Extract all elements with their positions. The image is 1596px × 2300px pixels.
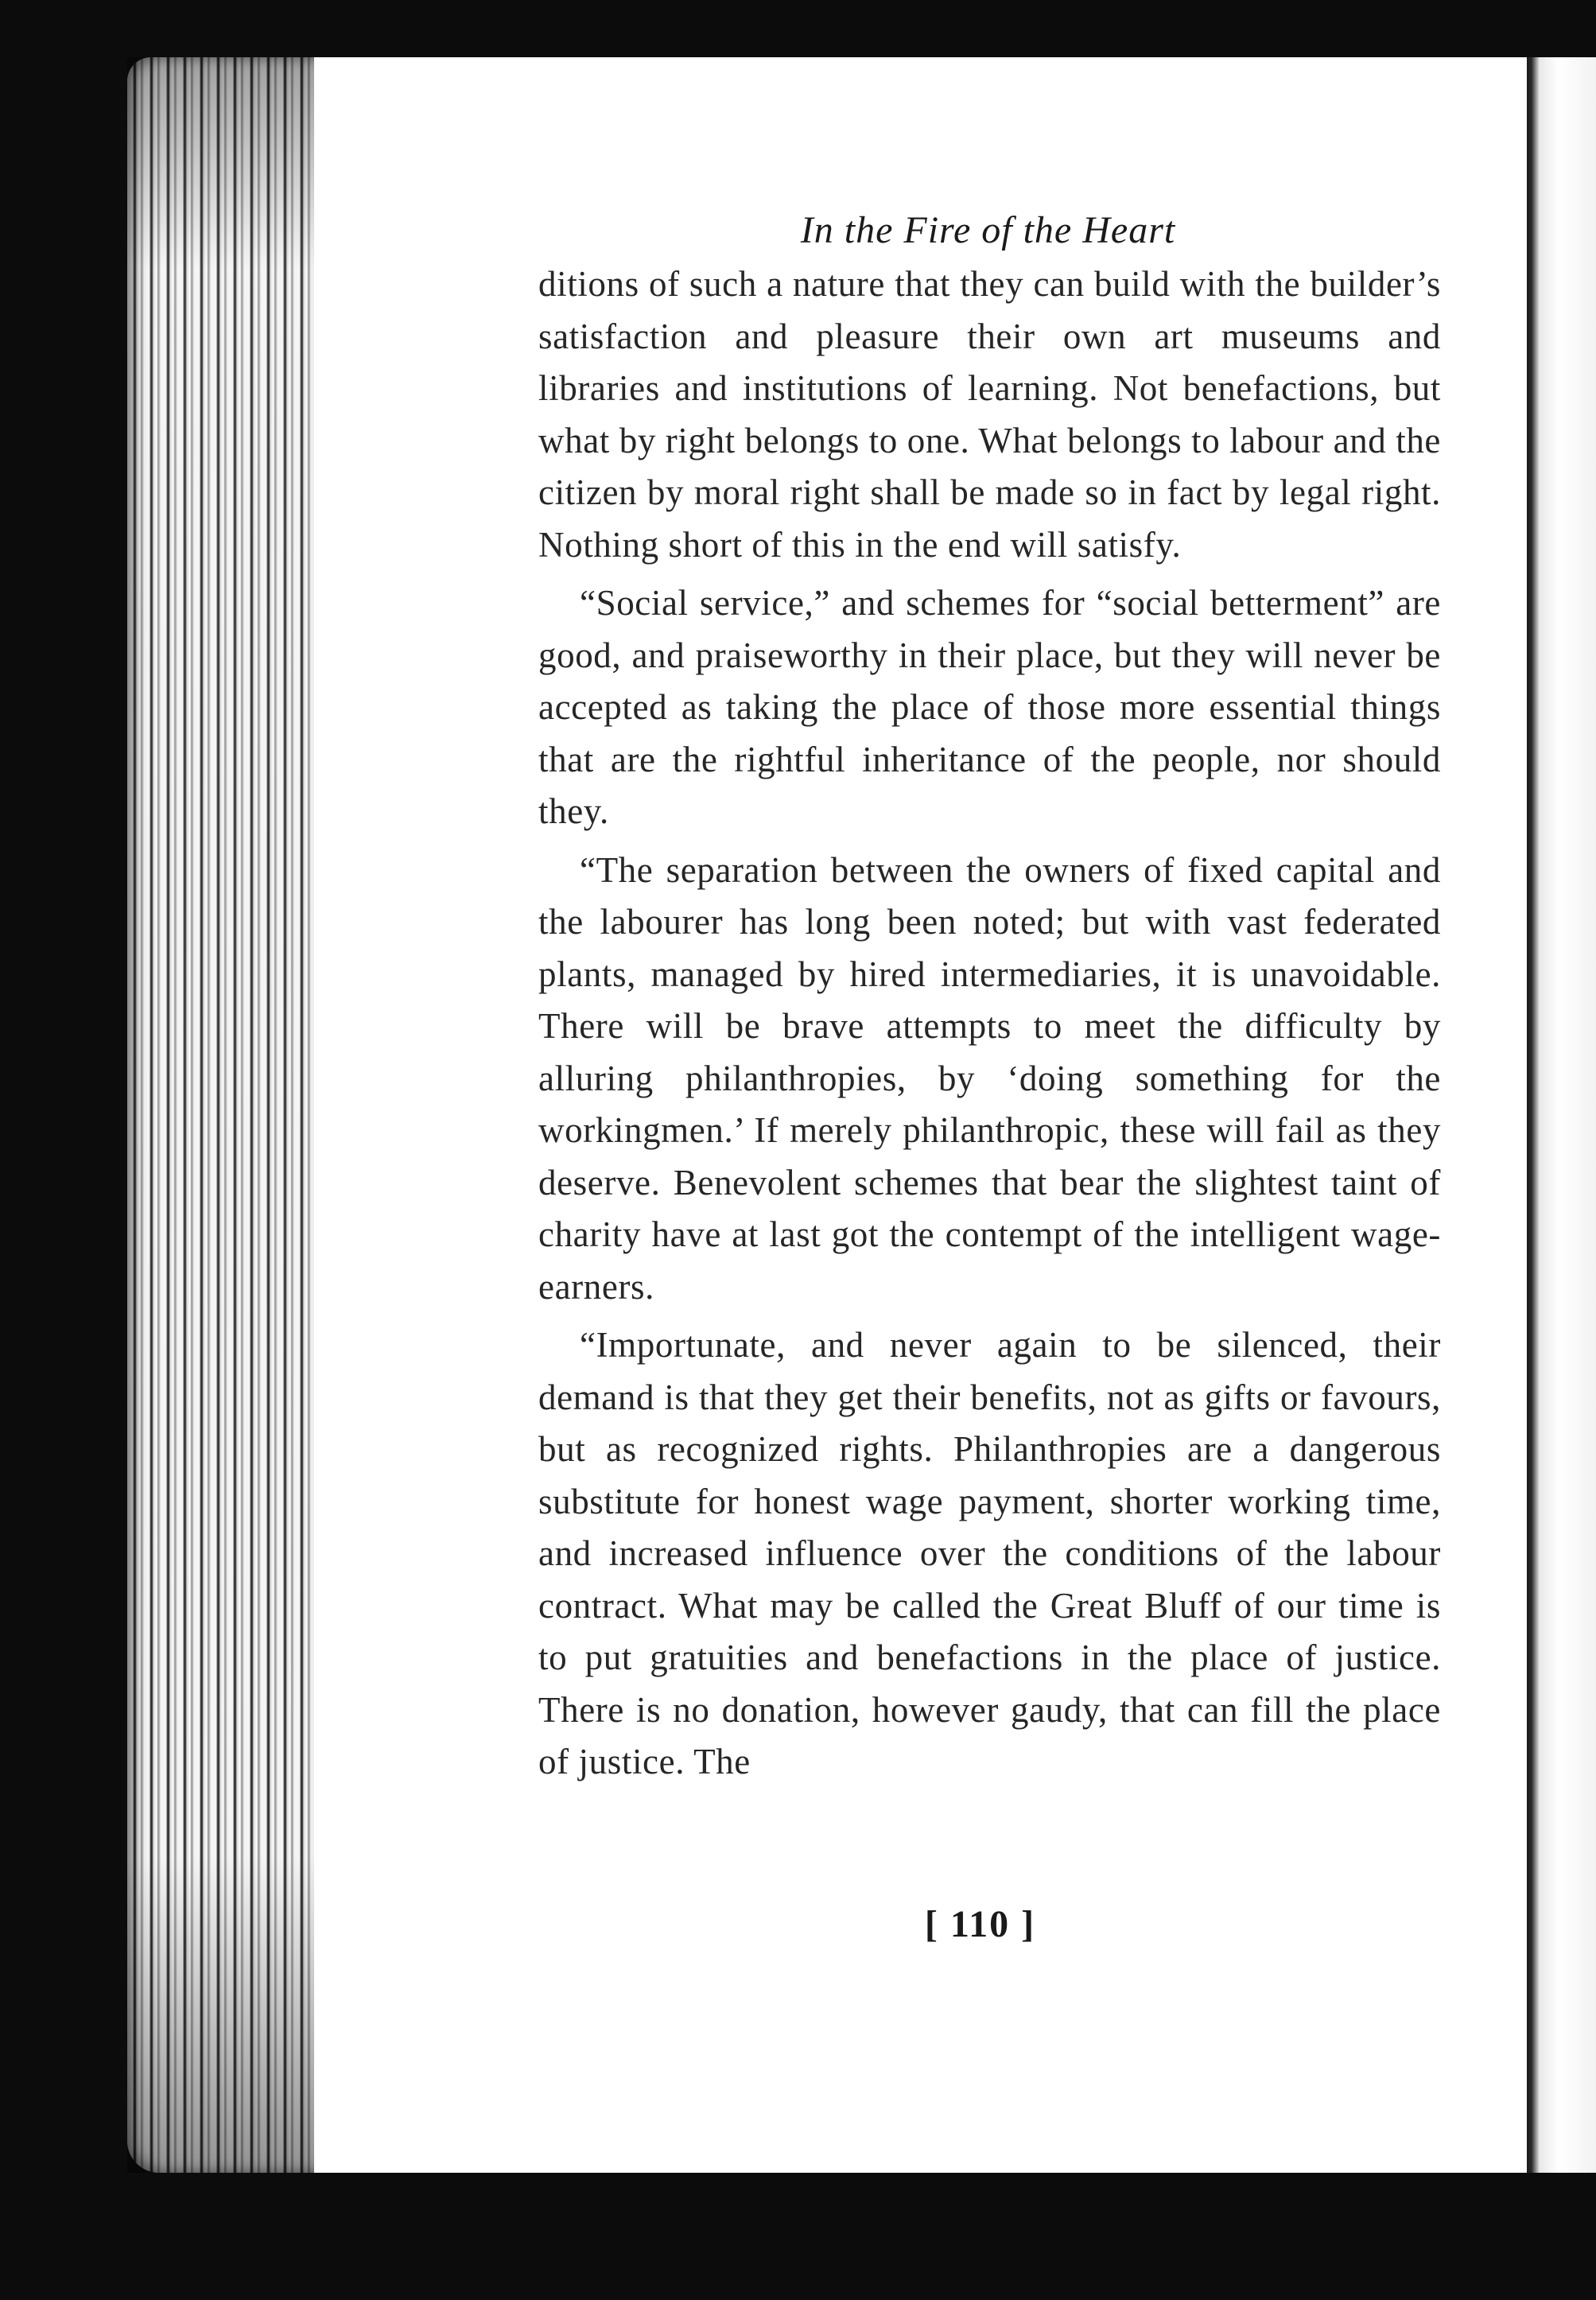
paragraph-4: “Importunate, and never again to be silenced, their demand is that they get their benefits, not as gifts or favours, but as recognized rights. Philanthropies are a dangerous substitute for honest wage payment, shorter working time, and increased influence over the conditions of the labour contract. What may be called the Great Bluff of our time is to put gratuities and benefactions in the place of justice. There is no donation, however gaudy, that can fill the place of justice. The — [538, 1325, 1441, 1781]
paragraph-2: “Social service,” and schemes for “social betterment” are good, and praiseworthy in their place, but they will never be accepted as taking the place of those more essential things that are the rightful inheritance of the people, nor should they. — [538, 583, 1441, 831]
body-text — [538, 258, 1441, 1795]
facing-page-edge — [1527, 57, 1596, 2173]
book-page-edges — [127, 57, 318, 2173]
page-number: [ 110 ] — [924, 1903, 1036, 1945]
running-head: In the Fire of the Heart — [800, 209, 1176, 251]
paragraph-3: “The separation between the owners of fixed capital and the labourer has long been noted; but with vast federated plants, managed by hired intermediaries, it is unavoidable. There will be brave attempts to meet the difficulty by alluring philanthropies, by ‘doing something for the workingmen.’ If merely philanthropic, these will fail as they deserve. Benevolent schemes that bear the slightest taint of charity have at last got the contempt of the intelligent wage-earners. — [538, 849, 1441, 1307]
paragraph-1: ditions of such a nature that they can build with the builder’s satisfaction and pleasure their own art museums and libraries and institutions of learning. Not benefactions, but what by right belongs to one. What belongs to labour and the citizen by moral right shall be made so in fact by legal right. Nothing short of this in the end will satisfy. — [538, 264, 1441, 565]
